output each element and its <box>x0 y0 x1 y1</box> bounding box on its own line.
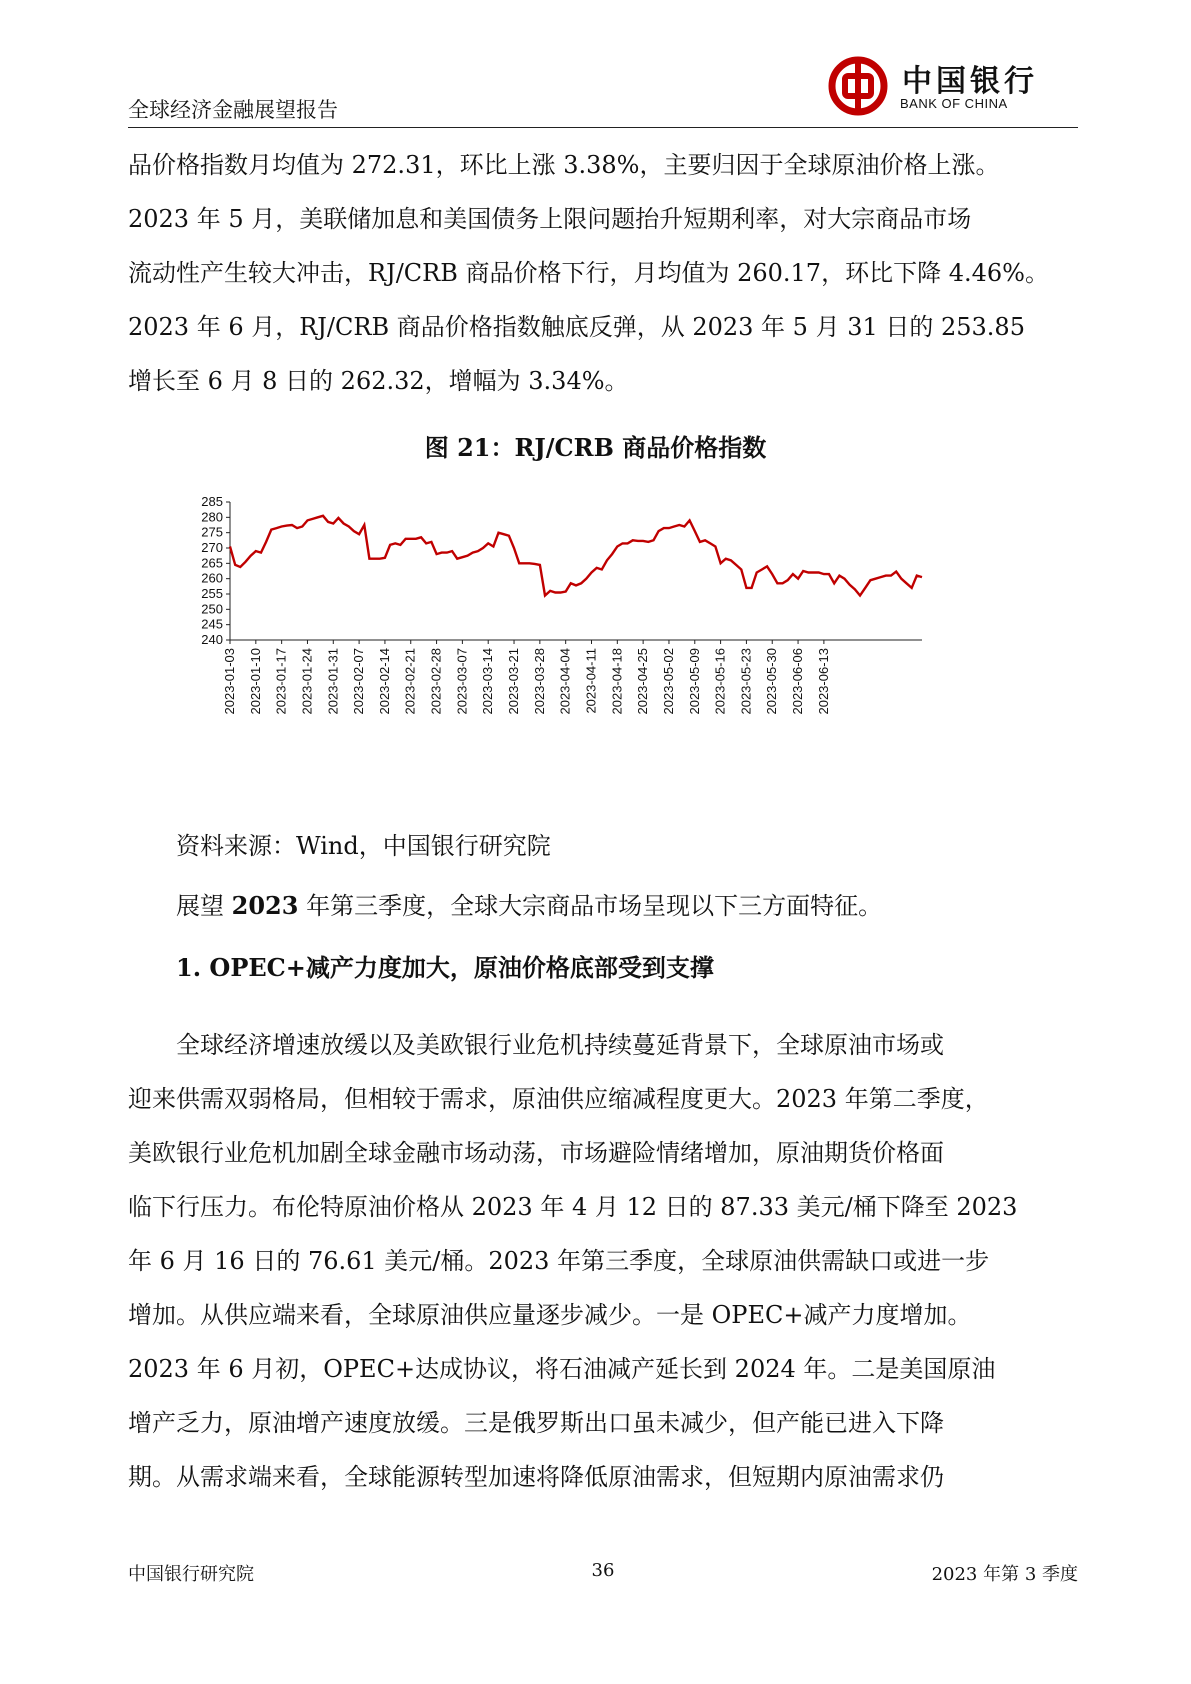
y-tick-label: 285 <box>201 494 223 509</box>
x-tick-label: 2023-05-30 <box>764 648 780 715</box>
outlook-year: 2023 <box>231 891 299 920</box>
x-tick-label: 2023-05-23 <box>738 648 754 715</box>
paragraph-2 <box>128 1018 1078 1504</box>
x-tick-label: 2023-04-25 <box>635 648 651 715</box>
x-tick-label: 2023-05-02 <box>660 648 676 715</box>
x-tick-label: 2023-04-18 <box>609 648 625 715</box>
outlook-prefix: 展望 <box>176 892 232 920</box>
paragraph-line: 美欧银行业危机加剧全球金融市场动荡，市场避险情绪增加，原油期货价格面 <box>128 1139 944 1167</box>
footer-period: 2023 年第 3 季度 <box>931 1564 1078 1585</box>
y-tick-label: 255 <box>201 586 223 601</box>
x-tick-label: 2023-03-21 <box>506 648 522 715</box>
x-tick-label: 2023-02-21 <box>402 648 418 715</box>
page-header <box>128 64 1078 128</box>
outlook-line <box>176 886 882 926</box>
paragraph-line: 2023 年 6 月初，OPEC+达成协议，将石油减产延长到 2024 年。二是美国原油 <box>128 1355 996 1383</box>
bank-logo <box>828 56 1078 126</box>
x-tick-label: 2023-03-14 <box>480 648 496 715</box>
x-tick-label: 2023-05-16 <box>712 648 728 715</box>
y-tick-label: 245 <box>201 616 223 632</box>
paragraph-1 <box>128 138 1078 408</box>
series-group <box>230 516 922 596</box>
figure-title: 图 21：RJ/CRB 商品价格指数 <box>424 433 767 462</box>
section-title: 1. OPEC+减产力度加大，原油价格底部受到支撑 <box>176 953 714 982</box>
x-tick-label: 2023-01-10 <box>247 648 263 715</box>
paragraph-line: 全球经济增速放缓以及美欧银行业危机持续蔓延背景下，全球原油市场或 <box>176 1031 944 1059</box>
x-tick-label: 2023-03-07 <box>454 648 470 715</box>
x-tick-label: 2023-06-06 <box>790 648 806 715</box>
paragraph-line: 临下行压力。布伦特原油价格从 2023 年 4 月 12 日的 87.33 美元/桶下降至 2023 <box>128 1193 1018 1221</box>
logo-en-text: BANK OF CHINA <box>900 96 1008 111</box>
figure-source: 资料来源：Wind，中国银行研究院 <box>176 832 551 860</box>
footer-institution: 中国银行研究院 <box>128 1564 254 1585</box>
paragraph-line: 迎来供需双弱格局，但相较于需求，原油供应缩减程度更大。2023 年第二季度， <box>128 1085 989 1113</box>
page-number: 36 <box>591 1560 615 1581</box>
bank-of-china-logo-icon <box>828 56 888 116</box>
y-tick-label: 240 <box>201 632 223 647</box>
x-tick-label: 2023-02-07 <box>351 648 367 715</box>
x-tick-label: 2023-04-04 <box>557 648 573 715</box>
paragraph-line: 品价格指数月均值为 272.31，环比上涨 3.38%，主要归因于全球原油价格上涨。 <box>128 151 1000 179</box>
x-tick-label: 2023-01-03 <box>222 648 237 715</box>
paragraph-line: 增产乏力，原油增产速度放缓。三是俄罗斯出口虽未减少，但产能已进入下降 <box>128 1409 944 1437</box>
x-tick-label: 2023-03-28 <box>531 648 547 715</box>
x-tick-label: 2023-02-28 <box>428 648 444 715</box>
y-tick-label: 280 <box>201 509 223 525</box>
paragraph-line: 2023 年 5 月，美联储加息和美国债务上限问题抬升短期利率，对大宗商品市场 <box>128 205 972 233</box>
paragraph-line: 增长至 6 月 8 日的 262.32，增幅为 3.34%。 <box>128 367 629 395</box>
x-axis <box>222 640 922 715</box>
x-tick-label: 2023-01-24 <box>299 648 315 715</box>
x-tick-label: 2023-04-11 <box>583 648 599 714</box>
series-line-rj-crb <box>230 516 922 596</box>
paragraph-line: 2023 年 6 月，RJ/CRB 商品价格指数触底反弹，从 2023 年 5 月 31 日的 253.85 <box>128 313 1025 341</box>
x-tick-label: 2023-06-13 <box>815 648 831 715</box>
x-tick-label: 2023-05-09 <box>686 648 702 715</box>
x-tick-label: 2023-01-17 <box>273 648 289 715</box>
y-tick-label: 275 <box>201 524 223 540</box>
y-axis <box>201 494 230 647</box>
outlook-suffix: 年第三季度，全球大宗商品市场呈现以下三方面特征。 <box>298 892 883 920</box>
paragraph-line: 增加。从供应端来看，全球原油供应量逐步减少。一是 OPEC+减产力度增加。 <box>128 1301 972 1329</box>
paragraph-line: 年 6 月 16 日的 76.61 美元/桶。2023 年第三季度，全球原油供需缺口或进一步 <box>128 1247 990 1275</box>
y-tick-label: 260 <box>201 570 223 586</box>
x-tick-label: 2023-02-14 <box>376 648 392 715</box>
report-title: 全球经济金融展望报告 <box>128 98 338 122</box>
y-tick-label: 270 <box>201 540 223 555</box>
x-tick-label: 2023-01-31 <box>325 648 341 715</box>
y-tick-label: 250 <box>201 601 223 617</box>
crb-index-chart <box>190 492 1010 812</box>
paragraph-line: 流动性产生较大冲击，RJ/CRB 商品价格下行，月均值为 260.17，环比下降 4.46%。 <box>128 259 1049 287</box>
header-rule <box>128 127 1078 128</box>
logo-cn-text: 中国银行 <box>902 64 1038 99</box>
paragraph-line: 期。从需求端来看，全球能源转型加速将降低原油需求，但短期内原油需求仍 <box>128 1463 944 1491</box>
y-tick-label: 265 <box>201 555 223 571</box>
